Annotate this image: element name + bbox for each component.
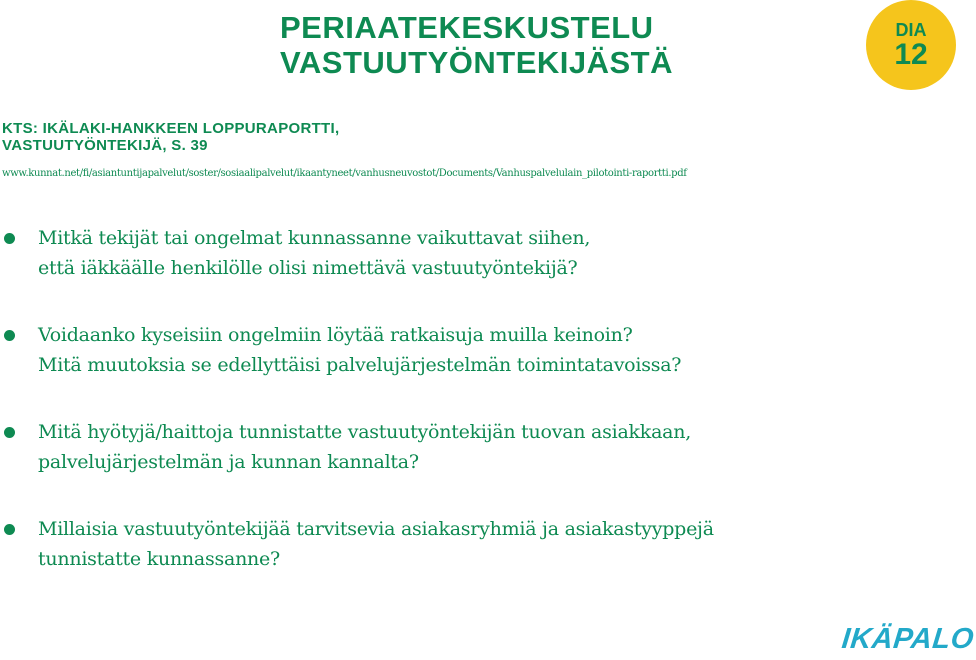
question-item	[0, 514, 930, 574]
reference-heading	[2, 120, 339, 154]
question-line: Mitä hyötyjä/haittoja tunnistatte vastuutyöntekijän tuovan asiakkaan,	[38, 421, 692, 443]
slide-title	[280, 10, 840, 80]
question-item	[0, 320, 930, 380]
question-line: Mitkä tekijät tai ongelmat kunnassanne vaikuttavat siihen,	[38, 227, 591, 249]
slide-number-badge	[866, 0, 956, 90]
question-item	[0, 417, 930, 477]
question-line: Millaisia vastuutyöntekijää tarvitsevia asiakasryhmiä ja asiakastyyppejä	[38, 518, 714, 540]
bullet-dot-icon	[4, 233, 15, 244]
reference-url: www.kunnat.net/fi/asiantuntijapalvelut/soster/sosiaalipalvelut/ikaantyneet/vanhusneuvostot/Documents/Vanhuspalvelulain_pilotointi-raportti.pdf	[2, 168, 687, 179]
reference-line-1: KTS: IKÄLAKI-HANKKEEN LOPPURAPORTTI,	[2, 120, 340, 137]
question-line: tunnistatte kunnassanne?	[38, 548, 280, 570]
ikapalo-logo: IKÄPALO	[840, 623, 976, 655]
question-line: Mitä muutoksia se edellyttäisi palvelujärjestelmän toimintatavoissa?	[38, 354, 682, 376]
slide-title-line-1: PERIAATEKESKUSTELU	[280, 10, 654, 45]
slide-number: 12	[894, 38, 928, 71]
reference-line-2: VASTUUTYÖNTEKIJÄ, S. 39	[2, 137, 208, 154]
bullet-dot-icon	[4, 427, 15, 438]
slide-title-line-2: VASTUUTYÖNTEKIJÄSTÄ	[280, 45, 674, 80]
question-line: että iäkkäälle henkilölle olisi nimettävä vastuutyöntekijä?	[38, 257, 578, 279]
question-line: Voidaanko kyseisiin ongelmiin löytää ratkaisuja muilla keinoin?	[38, 324, 633, 346]
question-line: palvelujärjestelmän ja kunnan kannalta?	[38, 451, 419, 473]
question-item	[0, 223, 930, 283]
question-list	[0, 223, 930, 611]
bullet-dot-icon	[4, 330, 15, 341]
slide-number-label: DIA	[895, 20, 927, 40]
bullet-dot-icon	[4, 524, 15, 535]
